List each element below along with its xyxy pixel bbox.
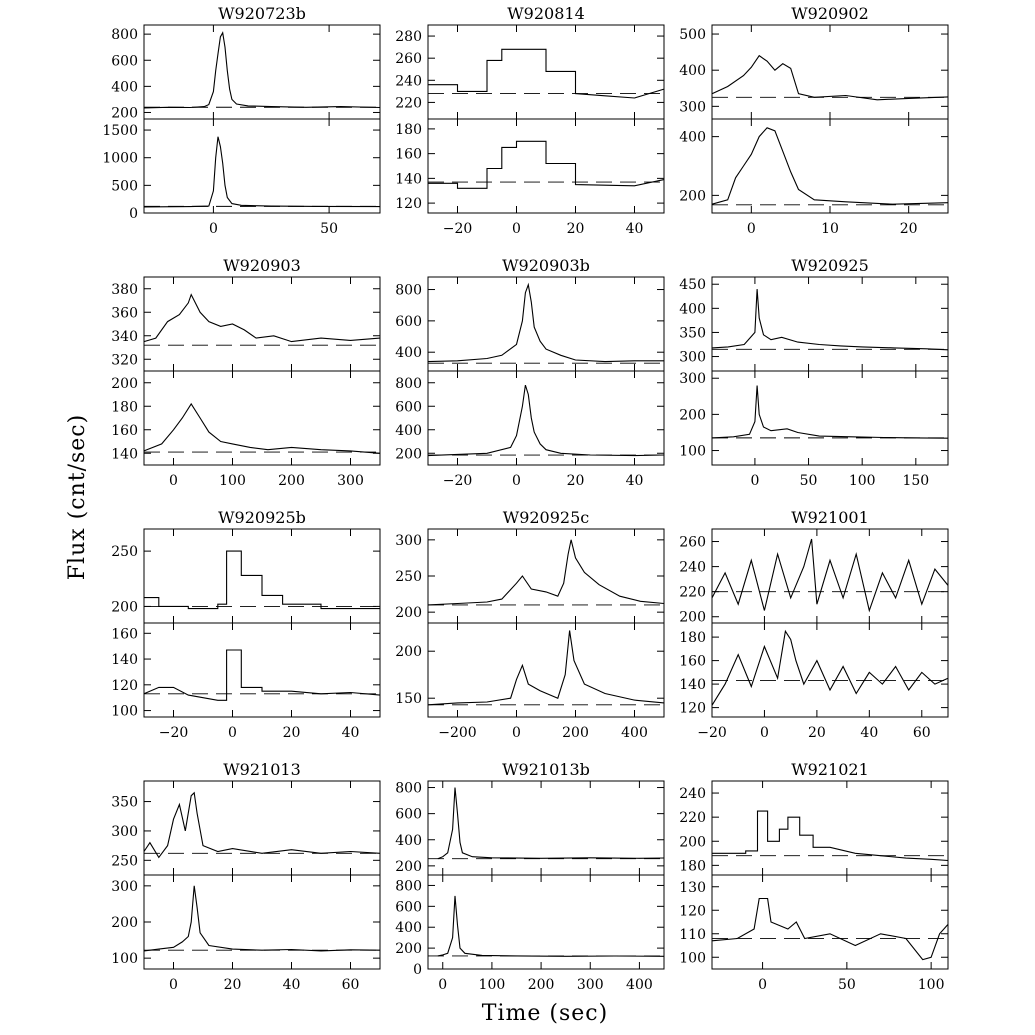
- subplot-top: [679, 529, 948, 626]
- subplot-frame: [428, 529, 664, 623]
- y-tick-label: 200: [395, 605, 422, 622]
- x-tick-label: 10: [821, 221, 839, 237]
- y-tick-label: 150: [395, 691, 422, 708]
- subplot-top: [111, 277, 380, 371]
- subplot-frame: [428, 875, 664, 969]
- subplot-bottom: [679, 875, 948, 969]
- lightcurve-line: [144, 793, 380, 858]
- x-tick-label: 20: [223, 977, 242, 993]
- y-tick-label: 240: [679, 559, 706, 576]
- x-tick-label: −200: [438, 725, 477, 741]
- y-tick-label: 380: [111, 281, 138, 298]
- x-tick-label: 0: [438, 977, 448, 993]
- y-tick-label: 300: [111, 878, 138, 895]
- y-tick-label: 260: [395, 51, 422, 68]
- y-tick-label: 200: [679, 609, 706, 626]
- x-tick-label: 100: [848, 473, 876, 489]
- y-tick-label: 0: [129, 206, 138, 222]
- subplot-frame: [712, 371, 948, 465]
- panel-title: W920902: [791, 4, 869, 23]
- y-tick-label: 400: [679, 301, 706, 318]
- subplot-bottom: [679, 119, 948, 213]
- y-tick-label: 180: [679, 858, 706, 875]
- x-tick-label: 0: [512, 725, 521, 741]
- x-tick-label: 0: [228, 725, 237, 741]
- x-tick-label: 0: [512, 473, 521, 489]
- y-tick-label: 200: [111, 105, 138, 122]
- subplot-bottom: [395, 119, 664, 213]
- y-tick-label: 600: [395, 313, 422, 330]
- panel-title: W920925b: [218, 508, 306, 527]
- x-tick-label: 50: [837, 977, 856, 993]
- lightcurve-line: [144, 137, 380, 207]
- subplot-bottom: [111, 875, 380, 969]
- y-tick-label: 260: [679, 534, 706, 551]
- subplot-frame: [712, 875, 948, 969]
- subplot-frame: [712, 119, 948, 213]
- y-tick-label: 350: [679, 325, 706, 342]
- y-tick-label: 200: [111, 915, 138, 931]
- lightcurve-line: [144, 886, 380, 951]
- y-tick-label: 160: [111, 626, 138, 643]
- lightcurve-line: [712, 899, 948, 960]
- y-tick-label: 200: [395, 446, 422, 463]
- x-tick-label: 0: [169, 473, 178, 489]
- y-tick-label: 130: [679, 879, 706, 896]
- subplot-frame: [428, 277, 664, 371]
- y-tick-label: 250: [111, 853, 138, 870]
- y-tick-label: 220: [679, 584, 706, 601]
- subplot-frame: [712, 277, 948, 371]
- panel-w921001: [679, 508, 948, 741]
- x-tick-label: 200: [527, 977, 555, 993]
- y-tick-label: 180: [111, 399, 138, 416]
- x-tick-label: 100: [478, 977, 506, 993]
- subplot-frame: [712, 529, 948, 623]
- lightcurve-line: [428, 285, 664, 362]
- subplot-top: [395, 277, 664, 371]
- x-tick-label: 20: [566, 221, 585, 237]
- x-tick-label: −20: [442, 221, 473, 237]
- lightcurve-line: [144, 404, 380, 453]
- y-tick-label: 0: [413, 962, 422, 978]
- lightcurve-line: [438, 788, 664, 859]
- x-tick-label: 0: [169, 977, 178, 993]
- subplot-bottom: [395, 371, 664, 465]
- subplot-bottom: [111, 623, 380, 720]
- y-tick-label: 800: [111, 27, 138, 44]
- y-tick-label: 280: [395, 29, 422, 46]
- x-tick-label: 20: [566, 473, 585, 489]
- y-tick-label: 350: [111, 794, 138, 811]
- lightcurve-line: [712, 811, 948, 860]
- y-tick-label: 800: [395, 375, 422, 392]
- lightcurve-line: [712, 539, 948, 611]
- panel-title: W921013: [223, 760, 301, 779]
- subplot-frame: [712, 781, 948, 875]
- x-tick-label: 20: [899, 221, 918, 237]
- y-tick-label: 1000: [102, 150, 138, 167]
- x-tick-label: 200: [562, 725, 589, 741]
- y-tick-label: 400: [395, 920, 422, 937]
- subplot-top: [395, 781, 664, 875]
- y-tick-label: 100: [111, 951, 138, 968]
- x-tick-label: 50: [799, 473, 818, 489]
- y-tick-label: 100: [679, 950, 706, 967]
- y-tick-label: 200: [395, 858, 422, 875]
- panel-title: W920723b: [218, 4, 306, 23]
- x-tick-label: 0: [759, 725, 769, 741]
- y-tick-label: 500: [679, 27, 706, 44]
- lightcurve-line: [144, 295, 380, 342]
- subplot-frame: [428, 119, 664, 213]
- y-tick-label: 220: [395, 95, 422, 112]
- panel-title: W920903b: [502, 256, 590, 275]
- y-axis-title: Flux (cnt/sec): [65, 413, 90, 581]
- x-tick-label: 50: [320, 221, 339, 237]
- y-tick-label: 450: [679, 277, 706, 294]
- y-tick-label: 400: [679, 129, 706, 146]
- subplot-top: [679, 277, 948, 371]
- y-tick-label: 200: [679, 188, 706, 205]
- lightcurve-line: [712, 289, 948, 350]
- x-tick-label: 100: [219, 473, 246, 489]
- y-tick-label: 240: [679, 786, 706, 803]
- x-tick-label: 0: [750, 473, 760, 489]
- lightcurve-line: [428, 141, 664, 188]
- y-tick-label: 800: [395, 780, 422, 797]
- y-tick-label: 200: [111, 599, 138, 616]
- y-tick-label: 300: [111, 823, 138, 840]
- subplot-bottom: [679, 371, 948, 465]
- panel-w921013: [111, 760, 380, 993]
- subplot-frame: [144, 25, 380, 119]
- x-tick-label: 400: [626, 977, 653, 993]
- x-tick-label: 300: [576, 977, 604, 993]
- y-tick-label: 600: [395, 806, 422, 823]
- x-tick-label: 0: [512, 221, 521, 237]
- y-tick-label: 100: [679, 443, 706, 460]
- x-axis-title: Time (sec): [481, 1001, 609, 1026]
- y-tick-label: 200: [679, 834, 706, 851]
- x-tick-label: 200: [278, 473, 305, 489]
- panel-w920925: [679, 256, 948, 489]
- x-tick-label: 0: [208, 221, 218, 237]
- lightcurve-line: [712, 386, 948, 439]
- lightcurve-line: [712, 56, 948, 100]
- y-tick-label: 250: [111, 544, 138, 561]
- y-tick-label: 400: [679, 63, 706, 80]
- panel-title: W921021: [791, 760, 869, 779]
- lightcurve-line: [144, 33, 380, 108]
- subplot-frame: [144, 277, 380, 371]
- y-tick-label: 600: [111, 53, 138, 70]
- panel-title: W920925c: [502, 508, 590, 527]
- y-tick-label: 110: [679, 926, 706, 943]
- x-tick-label: 20: [807, 725, 826, 741]
- x-tick-label: −20: [158, 725, 189, 741]
- y-tick-label: 800: [395, 878, 422, 895]
- lightcurve-line: [438, 896, 664, 956]
- subplot-frame: [428, 25, 664, 119]
- panel-title: W920925: [791, 256, 869, 275]
- y-tick-label: 300: [679, 371, 706, 388]
- x-tick-label: 100: [917, 977, 945, 993]
- y-tick-label: 240: [395, 73, 422, 90]
- subplot-frame: [428, 371, 664, 465]
- panel-w920925c: [395, 508, 664, 741]
- lightcurve-line: [428, 49, 664, 98]
- y-tick-label: 140: [111, 446, 138, 463]
- panel-w920925b: [111, 508, 380, 741]
- subplot-frame: [428, 781, 664, 875]
- panel-w920723b: [102, 4, 380, 237]
- panels-group: [102, 4, 948, 993]
- panel-title: W920814: [507, 4, 585, 23]
- x-tick-label: 0: [758, 977, 768, 993]
- subplot-frame: [144, 623, 380, 717]
- subplot-bottom: [395, 875, 664, 978]
- lightcurve-line: [712, 128, 948, 204]
- subplot-bottom: [679, 623, 948, 717]
- y-tick-label: 340: [111, 328, 138, 345]
- y-tick-label: 120: [679, 700, 706, 717]
- panel-title: W921001: [791, 508, 869, 527]
- lightcurve-line: [144, 551, 380, 609]
- x-tick-label: 400: [621, 725, 648, 741]
- y-tick-label: 400: [111, 79, 138, 96]
- y-tick-label: 100: [111, 703, 138, 720]
- y-tick-label: 320: [111, 352, 138, 369]
- panel-title: W921013b: [502, 760, 590, 779]
- subplot-top: [111, 529, 380, 623]
- x-tick-label: −20: [442, 473, 473, 489]
- x-tick-label: 0: [746, 221, 756, 237]
- panel-w921021: [679, 760, 948, 993]
- x-tick-label: 40: [282, 977, 301, 993]
- y-tick-label: 500: [111, 178, 138, 195]
- x-tick-label: 60: [912, 725, 931, 741]
- x-tick-label: 40: [341, 725, 360, 741]
- y-tick-label: 140: [679, 677, 706, 694]
- lightcurve-line: [428, 631, 664, 705]
- subplot-bottom: [395, 623, 664, 717]
- y-tick-label: 200: [395, 644, 422, 661]
- panel-title: W920903: [223, 256, 301, 275]
- y-tick-label: 160: [111, 422, 138, 439]
- lightcurve-line: [144, 650, 380, 700]
- y-tick-label: 200: [679, 407, 706, 424]
- subplot-bottom: [111, 371, 380, 465]
- y-tick-label: 180: [679, 630, 706, 647]
- y-tick-label: 300: [679, 349, 706, 366]
- x-tick-label: 150: [902, 473, 930, 489]
- subplot-frame: [144, 119, 380, 213]
- x-tick-label: 40: [625, 473, 644, 489]
- y-tick-label: 200: [395, 941, 422, 958]
- y-tick-label: 120: [395, 196, 422, 213]
- lightcurve-line: [428, 540, 664, 605]
- y-tick-label: 300: [395, 532, 422, 549]
- y-tick-label: 300: [679, 99, 706, 116]
- subplot-top: [679, 25, 948, 119]
- x-tick-label: 40: [860, 725, 879, 741]
- x-tick-label: 300: [337, 473, 364, 489]
- y-tick-label: 600: [395, 399, 422, 416]
- y-tick-label: 200: [111, 375, 138, 392]
- y-tick-label: 250: [395, 569, 422, 585]
- panel-w921013b: [395, 760, 664, 993]
- y-tick-label: 400: [395, 832, 422, 849]
- y-tick-label: 1500: [102, 123, 138, 140]
- y-tick-label: 800: [395, 282, 422, 299]
- y-tick-label: 600: [395, 899, 422, 916]
- y-tick-label: 120: [679, 903, 706, 920]
- subplot-top: [395, 25, 664, 119]
- x-tick-label: 60: [341, 977, 360, 993]
- y-tick-label: 160: [395, 146, 422, 163]
- subplot-top: [679, 781, 948, 875]
- x-tick-label: −20: [697, 725, 727, 741]
- x-tick-label: 20: [282, 725, 301, 741]
- subplot-frame: [712, 623, 948, 717]
- subplot-top: [111, 25, 380, 121]
- lightcurve-line: [428, 385, 664, 456]
- lightcurve-line: [712, 631, 948, 705]
- y-tick-label: 180: [395, 121, 422, 138]
- panel-w920814: [395, 4, 664, 237]
- y-tick-label: 220: [679, 810, 706, 827]
- y-tick-label: 160: [679, 653, 706, 670]
- y-tick-label: 400: [395, 345, 422, 362]
- y-tick-label: 400: [395, 422, 422, 439]
- panel-w920903b: [395, 256, 664, 489]
- subplot-bottom: [102, 119, 380, 222]
- panel-w920902: [679, 4, 948, 237]
- y-tick-label: 120: [111, 677, 138, 694]
- subplot-frame: [144, 781, 380, 875]
- subplot-top: [111, 781, 380, 875]
- y-tick-label: 140: [111, 652, 138, 669]
- subplot-frame: [144, 875, 380, 969]
- subplot-top: [395, 529, 664, 623]
- panel-w920903: [111, 256, 380, 489]
- x-tick-label: 40: [625, 221, 644, 237]
- y-tick-label: 140: [395, 171, 422, 188]
- y-tick-label: 360: [111, 305, 138, 322]
